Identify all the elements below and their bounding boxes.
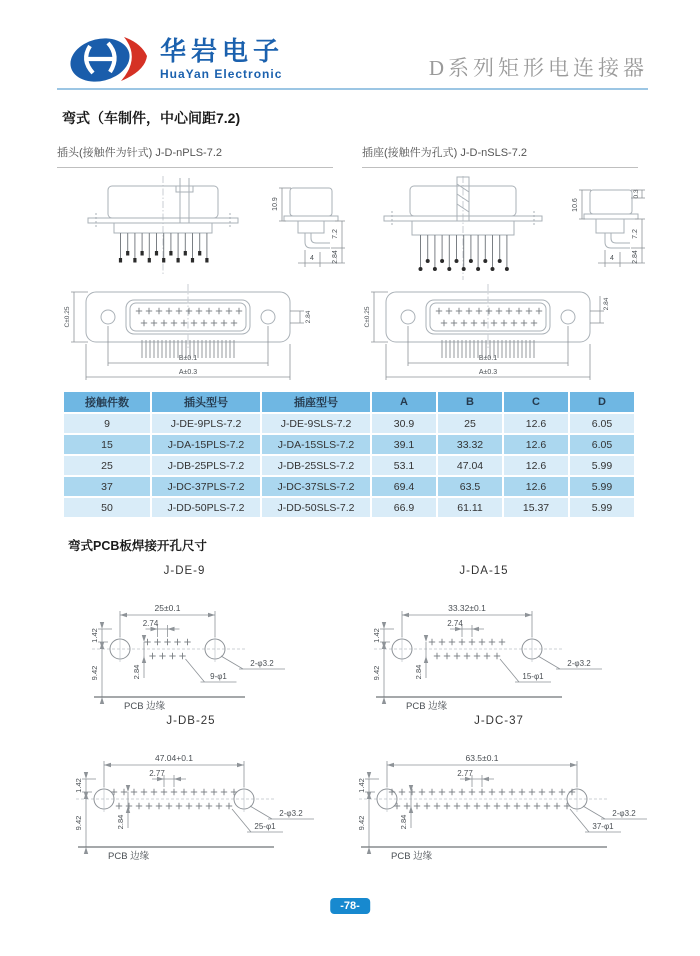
header-divider — [57, 88, 648, 90]
table-cell: 50 — [64, 498, 150, 517]
pcb-drawing-J-DE-9 — [78, 585, 291, 717]
pcb-edge-label: PCB 边缘 — [391, 851, 433, 862]
dim-socket-face-row: 2.84 — [603, 297, 610, 311]
table-cell: 63.5 — [438, 477, 502, 496]
dim-row-spacing: 2.84 — [414, 664, 423, 680]
logo-mark-icon — [64, 30, 152, 88]
table-cell: J-DD-50SLS-7.2 — [262, 498, 370, 517]
header-cell: 接触件数 — [64, 392, 150, 412]
socket-subtitle: 插座(接触件为孔式) J-D-nSLS-7.2 — [362, 144, 638, 168]
plug-drawing — [58, 170, 348, 393]
table-cell: J-DB-25SLS-7.2 — [262, 456, 370, 475]
company-name-en: HuaYan Electronic — [160, 67, 283, 82]
dim-top-margin: 1.42 — [372, 628, 381, 643]
table-cell: J-DC-37PLS-7.2 — [152, 477, 260, 496]
table-cell: 61.11 — [438, 498, 502, 517]
pcb-drawing-block — [360, 565, 608, 722]
page-title: D系列矩形电连接器 — [428, 56, 648, 80]
table-cell: 6.05 — [570, 435, 634, 454]
big-hole-label: 2-φ3.2 — [567, 659, 591, 668]
table-cell: 5.99 — [570, 498, 634, 517]
dim-width: 25±0.1 — [154, 603, 181, 613]
table-cell: 39.1 — [372, 435, 436, 454]
pcb-drawing-J-DC-37 — [345, 735, 653, 867]
dim-pitch: 2.74 — [447, 619, 463, 628]
table-cell: 53.1 — [372, 456, 436, 475]
pcb-drawing-J-DA-15 — [360, 585, 608, 717]
pcb-drawing-name: J-DA-15 — [459, 565, 509, 577]
table-row — [64, 498, 634, 517]
socket-drawing — [358, 170, 648, 393]
dim-plug-b: B±0.1 — [178, 355, 198, 362]
pcb-drawing-name: J-DC-37 — [474, 715, 524, 727]
dim-plug-face-row: 2.84 — [305, 310, 312, 324]
table-cell: 12.6 — [504, 477, 568, 496]
table-cell: J-DE-9PLS-7.2 — [152, 414, 260, 433]
big-hole-label: 2-φ3.2 — [279, 809, 303, 818]
table-cell: 25 — [438, 414, 502, 433]
small-hole-label: 9-φ1 — [210, 672, 227, 681]
pcb-drawing-block — [78, 565, 291, 722]
pcb-edge-label: PCB 边缘 — [108, 851, 150, 862]
dim-socket-lip: 0.3 — [633, 189, 640, 199]
table-cell: J-DE-9SLS-7.2 — [262, 414, 370, 433]
table-cell: 30.9 — [372, 414, 436, 433]
table-cell: J-DA-15SLS-7.2 — [262, 435, 370, 454]
dim-plug-a: A±0.3 — [178, 369, 198, 376]
pcb-drawing-block — [62, 715, 320, 872]
dim-pitch: 2.74 — [142, 619, 159, 628]
spec-table — [62, 390, 636, 519]
dim-socket-c: C±0.25 — [364, 306, 371, 328]
table-cell: 69.4 — [372, 477, 436, 496]
table-row — [64, 414, 634, 433]
company-logo — [64, 30, 284, 88]
dim-plug-depth: 7.2 — [332, 229, 339, 239]
table-cell: 25 — [64, 456, 150, 475]
pcb-edge-label: PCB 边缘 — [406, 701, 448, 712]
dim-pitch: 2.77 — [457, 769, 473, 778]
big-hole-label: 2-φ3.2 — [612, 809, 636, 818]
table-cell: 37 — [64, 477, 150, 496]
dim-plug-row: 2.84 — [332, 250, 339, 264]
header-cell: A — [372, 392, 436, 412]
dim-edge-distance: 9.42 — [74, 815, 83, 831]
table-cell: 12.6 — [504, 435, 568, 454]
dim-top-margin: 1.42 — [357, 778, 366, 793]
table-cell: J-DC-37SLS-7.2 — [262, 477, 370, 496]
dim-top-margin: 1.42 — [74, 778, 83, 793]
dim-socket-row: 2.84 — [632, 250, 639, 264]
small-hole-label: 15-φ1 — [522, 672, 544, 681]
table-header-row — [64, 392, 634, 412]
table-cell: 5.99 — [570, 477, 634, 496]
table-cell: J-DD-50PLS-7.2 — [152, 498, 260, 517]
pcb-drawing-name: J-DE-9 — [163, 565, 206, 577]
header-cell: D — [570, 392, 634, 412]
company-name-cn: 华岩电子 — [160, 35, 285, 66]
pcb-edge-label: PCB 边缘 — [124, 701, 166, 712]
dim-width: 33.32±0.1 — [448, 603, 486, 613]
table-cell: 66.9 — [372, 498, 436, 517]
small-hole-label: 25-φ1 — [254, 822, 276, 831]
pcb-drawing-J-DB-25 — [62, 735, 320, 867]
header-cell: 插座型号 — [262, 392, 370, 412]
table-cell: 15 — [64, 435, 150, 454]
dim-row-spacing: 2.84 — [116, 814, 125, 830]
dim-width: 63.5±0.1 — [465, 753, 499, 763]
table-cell: J-DA-15PLS-7.2 — [152, 435, 260, 454]
plug-face-view — [86, 284, 290, 348]
table-cell: 33.32 — [438, 435, 502, 454]
socket-side-view — [584, 190, 638, 248]
table-cell: 15.37 — [504, 498, 568, 517]
pcb-drawing-name: J-DB-25 — [166, 715, 216, 727]
socket-face-view — [386, 284, 590, 348]
table-cell: J-DB-25PLS-7.2 — [152, 456, 260, 475]
pcb-section-title: 弯式PCB板焊接开孔尺寸 — [68, 539, 207, 553]
pcb-drawing-block — [345, 715, 653, 872]
dim-edge-distance: 9.42 — [372, 665, 381, 681]
small-hole-label: 37-φ1 — [592, 822, 614, 831]
table-cell: 6.05 — [570, 414, 634, 433]
socket-front-view — [384, 176, 542, 280]
dim-width: 47.04+0.1 — [154, 753, 194, 763]
dim-pitch: 2.77 — [149, 769, 165, 778]
table-cell: 9 — [64, 414, 150, 433]
page-number-badge: -78- — [330, 898, 370, 914]
dim-socket-b: B±0.1 — [478, 355, 498, 362]
dim-plug-c: C±0.25 — [64, 306, 71, 328]
section-title: 弯式（车制件，中心间距7.2) — [62, 110, 241, 126]
dim-top-margin: 1.42 — [90, 628, 99, 643]
table-row — [64, 435, 634, 454]
dim-socket-a: A±0.3 — [478, 369, 498, 376]
dim-plug-four: 4 — [310, 255, 314, 262]
dim-socket-height: 10.6 — [572, 198, 579, 212]
dim-edge-distance: 9.42 — [357, 815, 366, 831]
plug-side-view — [284, 188, 338, 248]
table-cell: 5.99 — [570, 456, 634, 475]
header-cell: 插头型号 — [152, 392, 260, 412]
dim-edge-distance: 9.42 — [90, 665, 99, 681]
plug-subtitle: 插头(接触件为针式) J-D-nPLS-7.2 — [57, 144, 333, 168]
dim-row-spacing: 2.84 — [399, 814, 408, 830]
big-hole-label: 2-φ3.2 — [250, 659, 274, 668]
table-cell: 47.04 — [438, 456, 502, 475]
table-cell: 12.6 — [504, 414, 568, 433]
dim-plug-height: 10.9 — [272, 197, 279, 211]
dim-socket-four: 4 — [610, 255, 614, 262]
dim-row-spacing: 2.84 — [132, 664, 141, 680]
dim-socket-depth: 7.2 — [632, 229, 639, 239]
table-row — [64, 456, 634, 475]
header-cell: C — [504, 392, 568, 412]
table-row — [64, 477, 634, 496]
header-cell: B — [438, 392, 502, 412]
table-cell: 12.6 — [504, 456, 568, 475]
